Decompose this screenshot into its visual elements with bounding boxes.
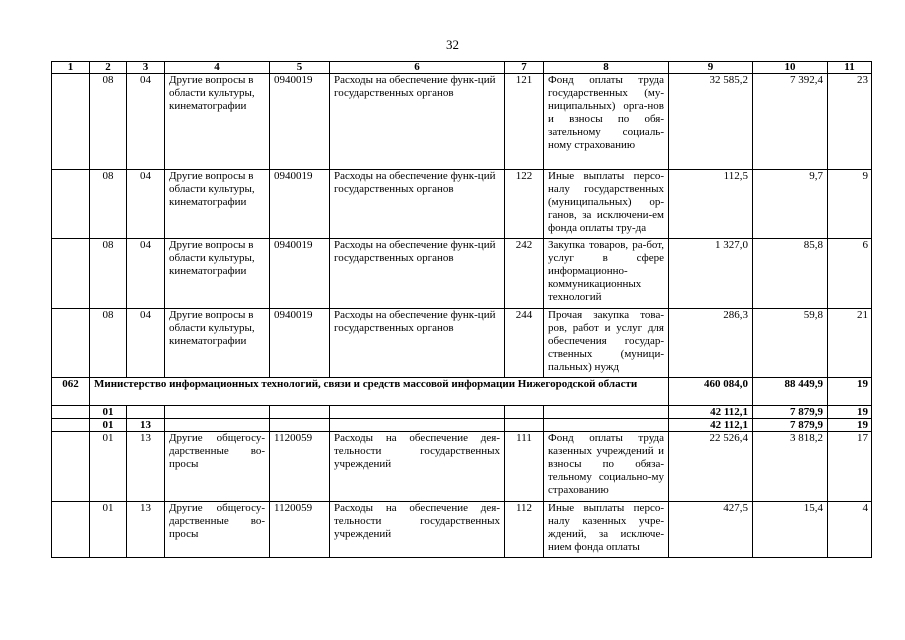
cell-percent: 17 — [828, 432, 872, 502]
cell-expense-name: Фонд оплаты труда казенных учреждений и взносы по обяза-тельному социально-му страхованию — [544, 432, 669, 502]
table-row — [52, 239, 872, 309]
table-row — [52, 170, 872, 239]
cell-amount-actual: 7 392,4 — [753, 74, 828, 170]
header-cell: 5 — [270, 62, 330, 74]
cell-amount-plan: 42 112,1 — [669, 406, 753, 419]
cell-expense-name — [544, 406, 669, 419]
cell-target-name: Расходы на обеспечение функ-ций государственных органов — [330, 309, 505, 378]
cell-subsection: 04 — [127, 309, 165, 378]
cell-target-code: 0940019 — [270, 170, 330, 239]
cell-expense-type — [505, 419, 544, 432]
cell-subsection: 04 — [127, 239, 165, 309]
cell-expense-type — [505, 406, 544, 419]
cell-section-name: Другие общегосу-дарственные во-просы — [165, 502, 270, 558]
cell-target-code — [270, 406, 330, 419]
cell-amount-plan: 286,3 — [669, 309, 753, 378]
header-cell: 6 — [330, 62, 505, 74]
cell-section-name — [165, 419, 270, 432]
ministry-row — [52, 378, 872, 406]
header-cell: 11 — [828, 62, 872, 74]
table-row — [52, 432, 872, 502]
cell-amount-actual: 88 449,9 — [753, 378, 828, 406]
cell-expense-type: 111 — [505, 432, 544, 502]
cell-expense-name: Прочая закупка това-ров, работ и услуг для обеспечения государ-ственных (муници-пальных) нужд — [544, 309, 669, 378]
subsection-total-row — [52, 419, 872, 432]
cell-amount-actual: 85,8 — [753, 239, 828, 309]
cell-target-name — [330, 406, 505, 419]
cell-section-name: Другие вопросы в области культуры, кинематографии — [165, 239, 270, 309]
cell-target-name — [330, 419, 505, 432]
cell-amount-plan: 42 112,1 — [669, 419, 753, 432]
budget-table — [51, 61, 872, 558]
table-row — [52, 502, 872, 558]
header-row — [52, 62, 872, 74]
cell-percent: 21 — [828, 309, 872, 378]
cell-ministry: 062 — [52, 378, 90, 406]
table-row — [52, 309, 872, 378]
cell-section: 01 — [90, 502, 127, 558]
cell-section: 01 — [90, 406, 127, 419]
cell-amount-plan: 460 084,0 — [669, 378, 753, 406]
header-cell: 3 — [127, 62, 165, 74]
cell-target-code: 0940019 — [270, 309, 330, 378]
cell-ministry — [52, 419, 90, 432]
cell-expense-name: Закупка товаров, ра-бот, услуг в сфере информационно-коммуникационных технологий — [544, 239, 669, 309]
cell-amount-actual: 9,7 — [753, 170, 828, 239]
cell-ministry — [52, 170, 90, 239]
cell-ministry — [52, 406, 90, 419]
cell-percent: 19 — [828, 406, 872, 419]
cell-subsection: 04 — [127, 170, 165, 239]
cell-subsection: 13 — [127, 419, 165, 432]
cell-target-code: 1120059 — [270, 432, 330, 502]
cell-expense-type: 242 — [505, 239, 544, 309]
cell-section-name: Другие вопросы в области культуры, кинематографии — [165, 170, 270, 239]
cell-expense-type: 122 — [505, 170, 544, 239]
cell-section: 08 — [90, 74, 127, 170]
ministry-title: Министерство информационных технологий, связи и средств массовой информации Нижегородской области — [90, 378, 669, 406]
cell-target-code: 1120059 — [270, 502, 330, 558]
section-total-row — [52, 406, 872, 419]
cell-amount-plan: 112,5 — [669, 170, 753, 239]
cell-subsection: 13 — [127, 502, 165, 558]
cell-ministry — [52, 432, 90, 502]
cell-target-name: Расходы на обеспечение дея-тельности государственных учреждений — [330, 432, 505, 502]
cell-ministry — [52, 74, 90, 170]
cell-amount-actual: 7 879,9 — [753, 406, 828, 419]
cell-section: 01 — [90, 419, 127, 432]
header-cell: 7 — [505, 62, 544, 74]
cell-amount-plan: 1 327,0 — [669, 239, 753, 309]
cell-amount-plan: 427,5 — [669, 502, 753, 558]
cell-section: 08 — [90, 239, 127, 309]
cell-percent: 19 — [828, 378, 872, 406]
cell-percent: 6 — [828, 239, 872, 309]
cell-target-name: Расходы на обеспечение дея-тельности государственных учреждений — [330, 502, 505, 558]
cell-expense-name: Иные выплаты персо-налу государственных (муниципальных) ор-ганов, за исключени-ем фонда оплаты тру-да — [544, 170, 669, 239]
cell-target-code: 0940019 — [270, 239, 330, 309]
cell-section-name: Другие вопросы в области культуры, кинематографии — [165, 74, 270, 170]
cell-ministry — [52, 502, 90, 558]
cell-target-name: Расходы на обеспечение функ-ций государственных органов — [330, 170, 505, 239]
cell-target-code: 0940019 — [270, 74, 330, 170]
cell-percent: 19 — [828, 419, 872, 432]
cell-section-name — [165, 406, 270, 419]
cell-target-code — [270, 419, 330, 432]
cell-amount-plan: 22 526,4 — [669, 432, 753, 502]
cell-amount-actual: 59,8 — [753, 309, 828, 378]
cell-section: 01 — [90, 432, 127, 502]
cell-subsection: 04 — [127, 74, 165, 170]
cell-percent: 9 — [828, 170, 872, 239]
header-cell: 2 — [90, 62, 127, 74]
cell-expense-name — [544, 419, 669, 432]
cell-expense-name: Иные выплаты персо-налу казенных учре-ждений, за исключе-нием фонда оплаты — [544, 502, 669, 558]
cell-expense-type: 244 — [505, 309, 544, 378]
cell-subsection: 13 — [127, 432, 165, 502]
cell-ministry — [52, 309, 90, 378]
header-cell: 10 — [753, 62, 828, 74]
cell-expense-type: 121 — [505, 74, 544, 170]
cell-target-name: Расходы на обеспечение функ-ций государственных органов — [330, 74, 505, 170]
cell-target-name: Расходы на обеспечение функ-ций государственных органов — [330, 239, 505, 309]
cell-subsection — [127, 406, 165, 419]
header-cell: 1 — [52, 62, 90, 74]
cell-section-name: Другие общегосу-дарственные во-просы — [165, 432, 270, 502]
cell-amount-actual: 15,4 — [753, 502, 828, 558]
cell-ministry — [52, 239, 90, 309]
cell-percent: 23 — [828, 74, 872, 170]
header-cell: 8 — [544, 62, 669, 74]
header-cell: 9 — [669, 62, 753, 74]
cell-amount-actual: 7 879,9 — [753, 419, 828, 432]
cell-expense-type: 112 — [505, 502, 544, 558]
page-number: 32 — [446, 37, 459, 52]
cell-section: 08 — [90, 170, 127, 239]
table-row — [52, 74, 872, 170]
cell-amount-plan: 32 585,2 — [669, 74, 753, 170]
cell-amount-actual: 3 818,2 — [753, 432, 828, 502]
cell-section-name: Другие вопросы в области культуры, кинематографии — [165, 309, 270, 378]
header-cell: 4 — [165, 62, 270, 74]
cell-percent: 4 — [828, 502, 872, 558]
cell-section: 08 — [90, 309, 127, 378]
cell-expense-name: Фонд оплаты труда государственных (му-ниципальных) орга-нов и взносы по обя-зательному социаль-ному страхованию — [544, 74, 669, 170]
